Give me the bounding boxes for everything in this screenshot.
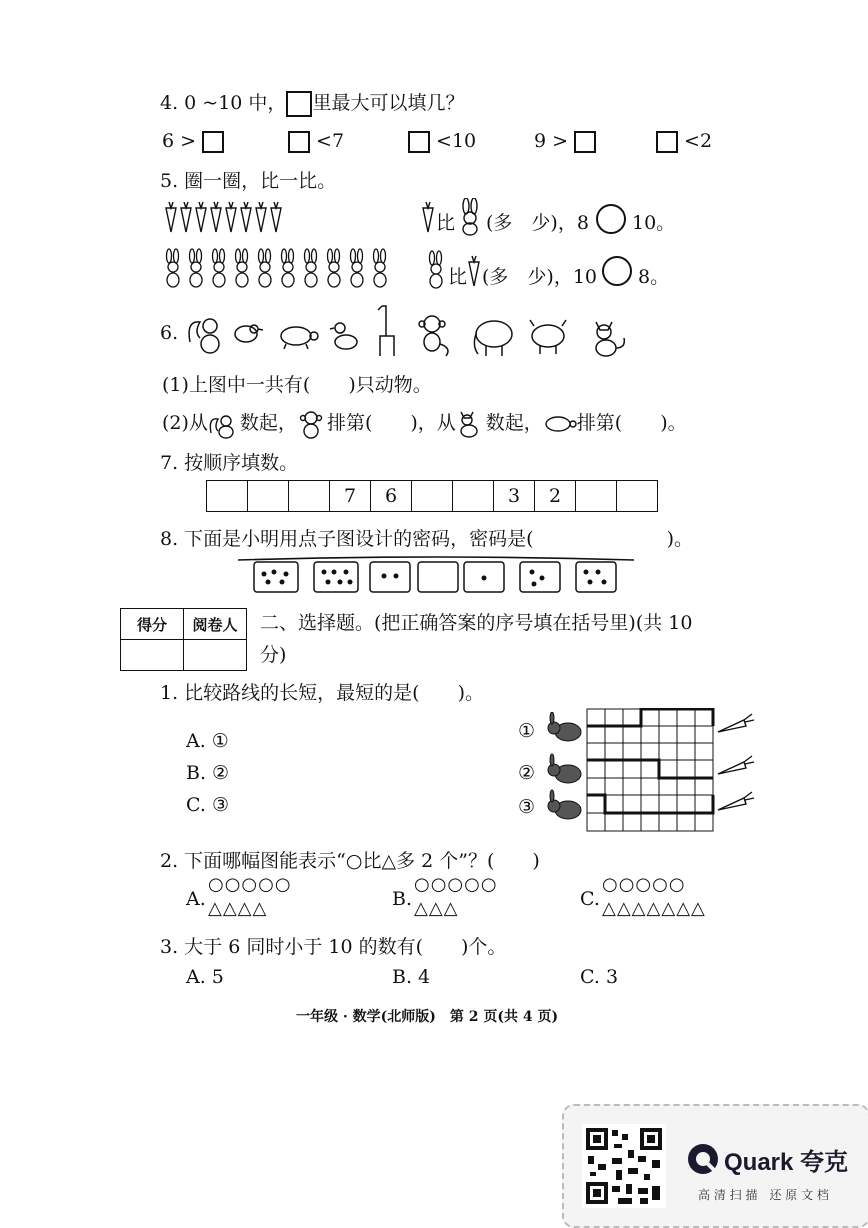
carrot-icon bbox=[718, 792, 754, 810]
c1-option-c[interactable]: C. ③ bbox=[186, 794, 229, 816]
quark-tagline: 高 清 扫 描 还 原 文 档 bbox=[698, 1188, 829, 1202]
rabbit-icon bbox=[548, 754, 581, 783]
rabbit-icon bbox=[259, 249, 272, 287]
carrot-icon bbox=[256, 202, 266, 232]
blank-box[interactable] bbox=[574, 131, 596, 153]
sequence-cell[interactable] bbox=[617, 481, 658, 512]
blank-box[interactable] bbox=[408, 131, 430, 153]
rabbit-icon bbox=[305, 249, 318, 287]
carrot-group bbox=[716, 710, 756, 830]
sequence-cell[interactable] bbox=[207, 481, 248, 512]
route-3 bbox=[587, 795, 713, 813]
rabbit-icon bbox=[374, 249, 387, 287]
section2-title: 二、选择题。(把正确答案的序号填在括号里)(共 10 bbox=[260, 612, 693, 634]
quark-watermark bbox=[562, 1104, 868, 1228]
rabbit-group bbox=[544, 712, 584, 828]
page-footer: 一年级 · 数学(北师版) 第 2 页(共 4 页) bbox=[296, 1009, 559, 1025]
animal-row bbox=[186, 302, 636, 358]
c3-question: 3. 大于 6 同时小于 10 的数有( )个。 bbox=[160, 936, 507, 958]
squirrel-icon bbox=[189, 319, 219, 353]
grader-cell[interactable] bbox=[184, 640, 247, 671]
rabbit-icon bbox=[456, 198, 486, 238]
rabbit-icon bbox=[548, 790, 581, 819]
score-cell[interactable] bbox=[121, 640, 184, 671]
carrot-icon bbox=[211, 202, 221, 232]
route-label-1: ① bbox=[518, 720, 536, 742]
cat-icon bbox=[596, 322, 624, 356]
carrot-icon bbox=[196, 202, 206, 232]
rabbit-icon bbox=[190, 249, 203, 287]
monkey-icon bbox=[419, 316, 448, 356]
section2-title-cont: 分) bbox=[260, 644, 287, 666]
q4-item-1: 6 > bbox=[162, 130, 224, 153]
q5-row2-choice: (多 少)，10 bbox=[482, 266, 598, 288]
elephant-icon bbox=[474, 321, 512, 356]
q5-row1-choice: (多 少)，8 bbox=[486, 212, 589, 234]
sequence-table bbox=[206, 480, 658, 512]
squirrel-icon bbox=[208, 409, 240, 439]
c1-option-a[interactable]: A. ① bbox=[186, 730, 229, 752]
blank-box[interactable] bbox=[202, 131, 224, 153]
c2-b-triangles: △△△ bbox=[414, 898, 459, 919]
q5-row2-compare: 比 bbox=[448, 266, 468, 288]
c3-option-a[interactable]: A. 5 bbox=[186, 966, 224, 988]
sequence-cell[interactable] bbox=[576, 481, 617, 512]
q8-title: 8. 下面是小明用点子图设计的密码，密码是( )。 bbox=[160, 528, 693, 550]
grader-header: 阅卷人 bbox=[184, 609, 247, 640]
monkey-icon bbox=[297, 409, 327, 439]
c3-option-b[interactable]: B. 4 bbox=[392, 966, 431, 988]
q6-part2: (2)从 数起， 排第( )，从 数起， 排第( )。 bbox=[162, 408, 687, 439]
quark-logo-icon bbox=[686, 1142, 720, 1176]
c2-c-triangles: △△△△△△△ bbox=[602, 898, 706, 919]
quark-brand: Quark 夸克 bbox=[724, 1149, 849, 1176]
carrot-row bbox=[162, 200, 292, 234]
password-dot-cards bbox=[238, 554, 634, 598]
cow-icon bbox=[530, 320, 566, 354]
c2-option-a[interactable]: A. bbox=[186, 888, 206, 910]
rabbit-icon bbox=[548, 712, 581, 741]
c2-c-circles: ○○○○○ bbox=[602, 874, 686, 895]
duck-icon bbox=[330, 323, 357, 349]
route-1 bbox=[587, 709, 713, 726]
sequence-cell: 7 bbox=[330, 481, 371, 512]
rabbit-icon bbox=[328, 249, 341, 287]
c1-question: 1. 比较路线的长短，最短的是( )。 bbox=[160, 682, 484, 704]
rabbit-icon bbox=[236, 249, 249, 287]
carrot-icon bbox=[466, 254, 482, 288]
blank-box[interactable] bbox=[656, 131, 678, 153]
score-header: 得分 bbox=[121, 609, 184, 640]
qr-code-icon bbox=[582, 1124, 666, 1208]
c2-question: 2. 下面哪幅图能表示“○比△多 2 个”？( ) bbox=[160, 850, 540, 872]
sequence-cell[interactable] bbox=[248, 481, 289, 512]
compare-circle[interactable] bbox=[596, 204, 626, 234]
carrot-icon bbox=[181, 202, 191, 232]
carrot-icon bbox=[166, 202, 176, 232]
c2-a-triangles: △△△△ bbox=[208, 898, 268, 919]
cat-icon bbox=[456, 409, 486, 439]
route-grid bbox=[586, 708, 716, 834]
turtle-icon bbox=[281, 327, 318, 349]
rabbit-row bbox=[162, 248, 394, 294]
sequence-cell: 3 bbox=[494, 481, 535, 512]
rabbit-icon bbox=[351, 249, 364, 287]
carrot-icon bbox=[718, 714, 754, 732]
rabbit-icon bbox=[282, 249, 295, 287]
q5-row2-end: 8。 bbox=[638, 266, 670, 288]
c1-option-b[interactable]: B. ② bbox=[186, 762, 230, 784]
sequence-cell[interactable] bbox=[453, 481, 494, 512]
carrot-icon bbox=[241, 202, 251, 232]
blank-box[interactable] bbox=[288, 131, 310, 153]
c2-b-circles: ○○○○○ bbox=[414, 874, 498, 895]
q4-item-3: <10 bbox=[408, 130, 476, 153]
blank-box[interactable] bbox=[286, 91, 312, 117]
compare-circle[interactable] bbox=[602, 256, 632, 286]
q4-item-5: <2 bbox=[656, 130, 712, 153]
rabbit-icon bbox=[213, 249, 226, 287]
q5-row1-compare: 比 bbox=[436, 212, 456, 234]
sequence-cell[interactable] bbox=[289, 481, 330, 512]
q4-item-4: 9 > bbox=[534, 130, 596, 153]
carrot-icon bbox=[420, 200, 436, 234]
route-label-2: ② bbox=[518, 762, 536, 784]
q6-number: 6. bbox=[160, 322, 179, 344]
q6-part1: (1)上图中一共有( )只动物。 bbox=[162, 374, 432, 396]
c2-option-b[interactable]: B. bbox=[392, 888, 413, 910]
route-label-3: ③ bbox=[518, 796, 536, 818]
carrot-icon bbox=[718, 756, 754, 774]
score-table bbox=[120, 608, 247, 671]
turtle-icon bbox=[543, 413, 577, 435]
q5-row1-end: 10。 bbox=[632, 212, 676, 234]
giraffe-icon bbox=[378, 306, 394, 356]
carrot-icon bbox=[271, 202, 281, 232]
q4-item-2: <7 bbox=[288, 130, 344, 153]
rabbit-icon bbox=[167, 249, 180, 287]
q5-title: 5. 圈一圈，比一比。 bbox=[160, 170, 337, 192]
c2-a-circles: ○○○○○ bbox=[208, 874, 292, 895]
c2-option-c[interactable]: C. bbox=[580, 888, 600, 910]
rabbit-icon bbox=[424, 250, 448, 290]
c3-option-c[interactable]: C. 3 bbox=[580, 966, 619, 988]
carrot-icon bbox=[226, 202, 236, 232]
q4-title: 4. 0 ~10 中， 里最大可以填几？ bbox=[160, 88, 464, 117]
sequence-cell: 2 bbox=[535, 481, 576, 512]
route-2 bbox=[587, 760, 713, 778]
q7-title: 7. 按顺序填数。 bbox=[160, 452, 299, 474]
sequence-cell: 6 bbox=[371, 481, 412, 512]
sequence-cell[interactable] bbox=[412, 481, 453, 512]
bird-icon bbox=[235, 325, 263, 342]
